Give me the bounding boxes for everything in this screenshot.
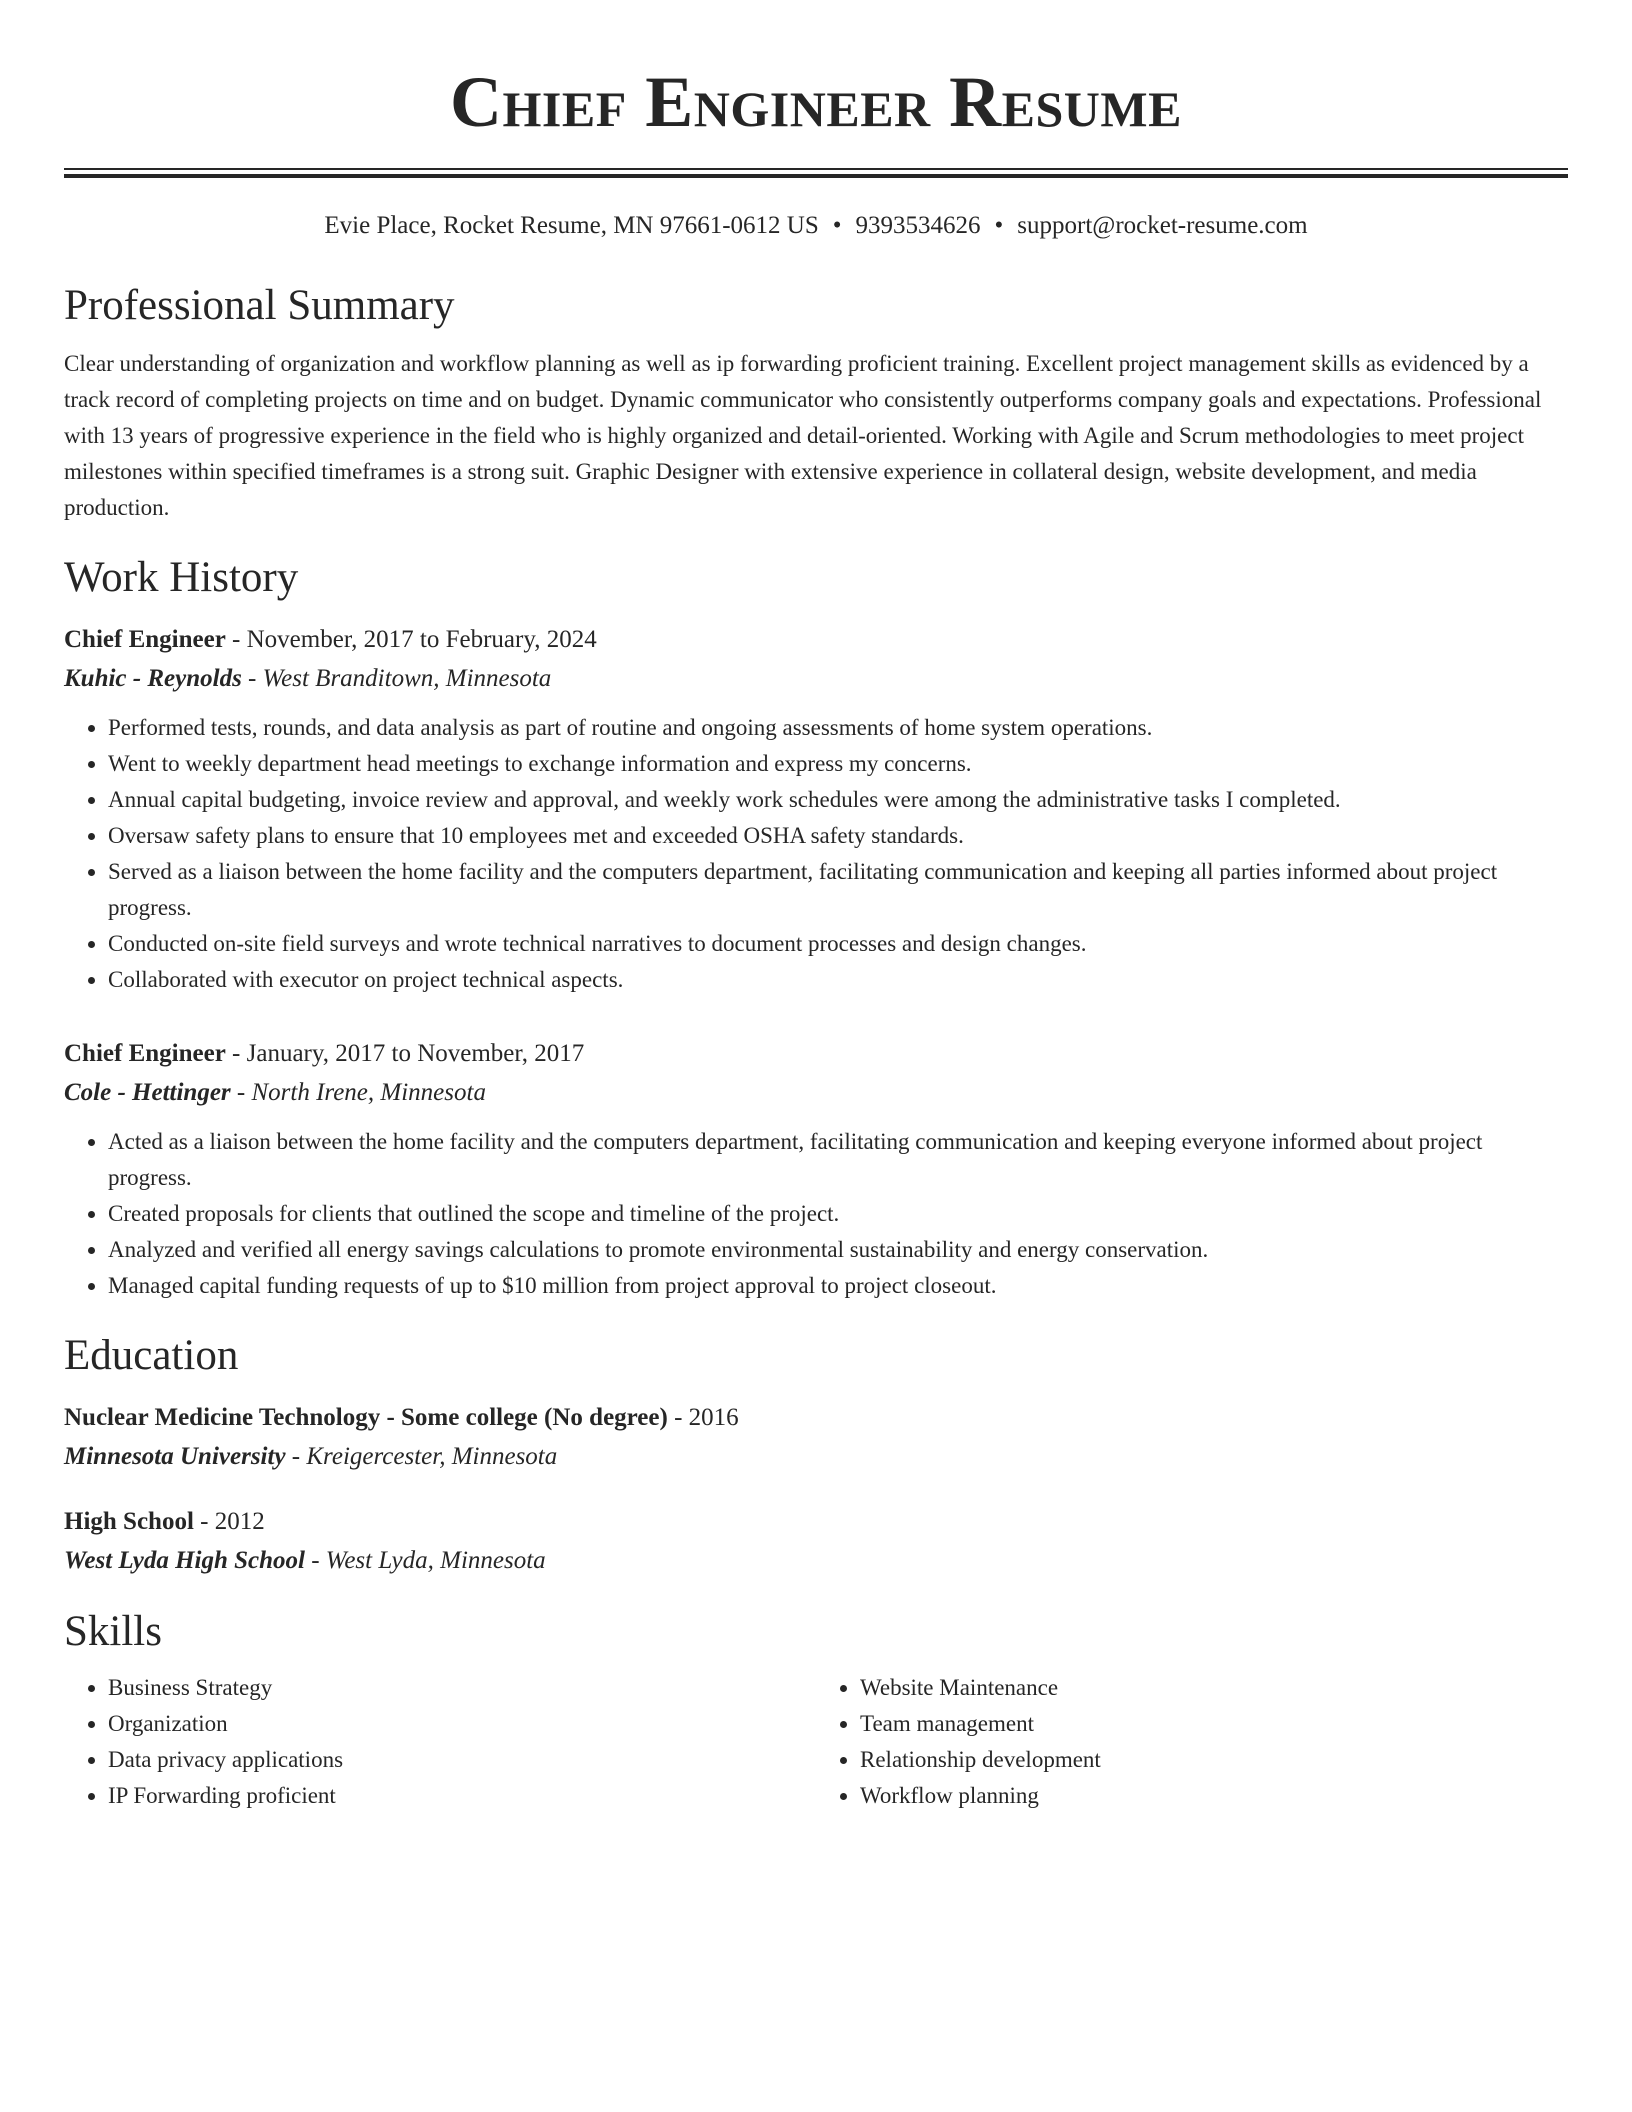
contact-address: Evie Place, Rocket Resume, MN 97661-0612 US — [324, 212, 819, 239]
skill-item: • Business Strategy — [108, 1670, 816, 1706]
job-company-line — [64, 1073, 1568, 1112]
contact-email[interactable]: support@rocket-resume.com — [1017, 212, 1308, 239]
education-school: West Lyda High School — [64, 1547, 305, 1574]
job-title: Chief Engineer — [64, 1040, 226, 1067]
education-entry — [64, 1398, 1568, 1476]
contact-separator: • — [832, 212, 842, 239]
job-company: Kuhic - Reynolds — [64, 665, 242, 692]
summary-heading: Professional Summary — [64, 282, 455, 329]
job-duty: • Performed tests, rounds, and data analysis as part of routine and ongoing assessments of home system operations. — [108, 710, 1568, 746]
education-year: - 2016 — [667, 1404, 739, 1431]
contact-line — [64, 210, 1568, 242]
education-heading: Education — [64, 1332, 239, 1379]
resume-title: Chief Engineer Resume — [450, 62, 1182, 142]
education-location: - West Lyda, Minnesota — [304, 1547, 546, 1574]
job-duties-list — [64, 1124, 1568, 1304]
job-duty: • Served as a liaison between the home facility and the computers department, facilitating communication and keeping all parties informed about project progress. — [108, 854, 1568, 926]
skill-item: • IP Forwarding proficient — [108, 1778, 816, 1814]
job-title: Chief Engineer — [64, 626, 226, 653]
education-degree: Nuclear Medicine Technology - Some college (No degree) — [64, 1404, 668, 1431]
skill-item: • Relationship development — [860, 1742, 1568, 1778]
job-location: - North Irene, Minnesota — [230, 1079, 486, 1106]
job-duty: • Annual capital budgeting, invoice review and approval, and weekly work schedules were among the administrative tasks I completed. — [108, 782, 1568, 818]
skill-item: • Team management — [860, 1706, 1568, 1742]
job-duty: • Created proposals for clients that outlined the scope and timeline of the project. — [108, 1196, 1568, 1232]
job-duty: • Conducted on-site field surveys and wrote technical narratives to document processes and design changes. — [108, 926, 1568, 962]
skill-item: • Website Maintenance — [860, 1670, 1568, 1706]
education-degree-line — [64, 1398, 1568, 1437]
job-duty: • Analyzed and verified all energy savings calculations to promote environmental sustainability and energy conservation. — [108, 1232, 1568, 1268]
job-duty: • Managed capital funding requests of up to $10 million from project approval to project closeout. — [108, 1268, 1568, 1304]
job-duty: • Oversaw safety plans to ensure that 10 employees met and exceeded OSHA safety standards. — [108, 818, 1568, 854]
job-duty: • Collaborated with executor on project technical aspects. — [108, 962, 1568, 998]
skills-columns — [64, 1670, 1568, 1814]
education-degree: High School — [64, 1508, 194, 1535]
job-company-line — [64, 659, 1568, 698]
job-dates: - January, 2017 to November, 2017 — [225, 1040, 585, 1067]
summary-text: Clear understanding of organization and workflow planning as well as ip forwarding proficient training. Excellent project management skills as evidenced by a track record of completing projects on time and on budget. Dynamic communicator who consistently outperforms company goals and expectations. Professional with 13 years of progressive experience in the field who is highly organized and detail-oriented. Working with Agile and Scrum methodologies to meet project milestones within specified timeframes is a strong suit. Graphic Designer with extensive experience in collateral design, website development, and media production. — [64, 351, 1542, 520]
job-entry — [64, 620, 1568, 998]
job-title-line — [64, 620, 1568, 659]
contact-phone[interactable]: 9393534626 — [855, 212, 981, 239]
title-divider — [64, 168, 1568, 178]
skill-item: • Workflow planning — [860, 1778, 1568, 1814]
job-company: Cole - Hettinger — [64, 1079, 231, 1106]
job-entry — [64, 1034, 1568, 1304]
skills-list-left — [64, 1670, 816, 1814]
contact-separator: • — [994, 212, 1004, 239]
education-year: - 2012 — [193, 1508, 265, 1535]
education-school: Minnesota University — [64, 1443, 286, 1470]
job-duty: • Acted as a liaison between the home facility and the computers department, facilitating communication and keeping everyone informed about project progress. — [108, 1124, 1568, 1196]
job-location: - West Branditown, Minnesota — [241, 665, 552, 692]
skills-list-right — [816, 1670, 1568, 1814]
education-entry — [64, 1502, 1568, 1580]
work-history-heading: Work History — [64, 554, 299, 601]
job-dates: - November, 2017 to February, 2024 — [225, 626, 597, 653]
job-duty: • Went to weekly department head meetings to exchange information and express my concerns. — [108, 746, 1568, 782]
education-degree-line — [64, 1502, 1568, 1541]
skill-item: • Data privacy applications — [108, 1742, 816, 1778]
job-title-line — [64, 1034, 1568, 1073]
education-school-line — [64, 1437, 1568, 1476]
skill-item: • Organization — [108, 1706, 816, 1742]
skills-heading: Skills — [64, 1608, 162, 1655]
job-duties-list — [64, 710, 1568, 998]
education-location: - Kreigercester, Minnesota — [285, 1443, 558, 1470]
education-school-line — [64, 1541, 1568, 1580]
